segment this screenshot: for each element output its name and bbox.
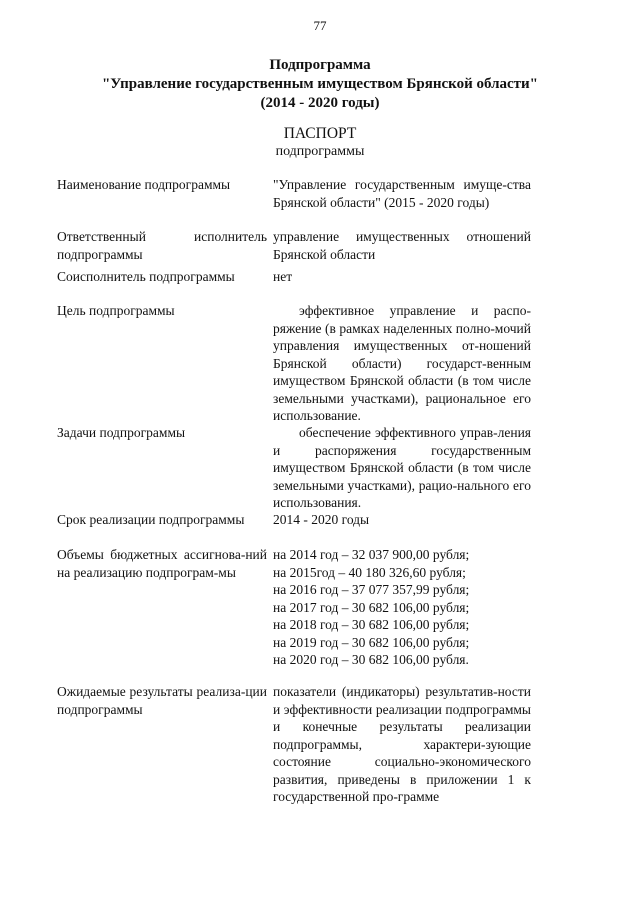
budget-line: на 2016 год – 37 077 357,99 рубля; [273,582,470,597]
subprogram-title [0,56,640,113]
row-value: 2014 - 2020 годы [273,512,370,527]
label-word: подпрограммы [57,246,143,262]
row-value: "Управление государственным имуще-ства Брянской области" (2015 - 2020 годы) [273,177,531,210]
budget-line: на 2019 год – 30 682 106,00 рубля; [273,634,470,650]
row-label: Наименование подпрограммы [57,177,231,192]
row-label [57,228,267,263]
row-value: нет [273,269,293,284]
budget-line: на 2017 год – 30 682 106,00 рубля; [273,599,470,615]
row-label: Объемы бюджетных ассигнова-ний на реализацию подпрограм-мы [57,547,267,580]
row-label: Задачи подпрограммы [57,425,186,440]
passport-heading: ПАСПОРТ [283,125,357,142]
page-number: 77 [313,18,327,33]
row-label: Цель подпрограммы [57,303,175,318]
title-line-3: (2014 - 2020 годы) [260,95,380,111]
row-value: эффективное управление и распо-ряжение (в рамках наделенных полно-мочий управления имущественных от-ношений Брянской области) государст-венным имуществом Брянской области (в том числе земельными участками), рациональное его использование. [273,303,531,423]
row-label: Соисполнитель подпрограммы [57,269,235,284]
budget-line: на 2014 год – 32 037 900,00 рубля; [273,547,470,562]
row-value: обеспечение эффективного управ-ления и распоряжения государственным имуществом Брянской области (в том числе земельными участками), рацио-нального его использования. [273,425,531,510]
row-label: Ожидаемые результаты реализа-ции подпрограммы [57,684,267,717]
title-line-1: Подпрограмма [269,57,371,73]
title-line-2: "Управление государственным имуществом Брянской области" [101,76,538,92]
passport-subheading: подпрограммы [275,144,365,159]
label-word: Ответственный [57,229,146,244]
row-label: Срок реализации подпрограммы [57,512,245,527]
row-value: показатели (индикаторы) результатив-ности и эффективности реализации подпрограммы и конечные результаты реализации подпрограммы, характери-зующие состояние социально-экономического развития, приведены в приложении 1 к государственной про-грамме [273,684,531,804]
label-word: исполнитель [194,229,267,244]
budget-line: на 2015год – 40 180 326,60 рубля; [273,564,466,580]
budget-line: на 2020 год – 30 682 106,00 рубля. [273,652,469,667]
budget-line: на 2018 год – 30 682 106,00 рубля; [273,617,470,632]
row-value: управление имущественных отношений Брянской области [273,229,531,262]
passport-header [0,124,640,160]
row-value [273,546,531,669]
